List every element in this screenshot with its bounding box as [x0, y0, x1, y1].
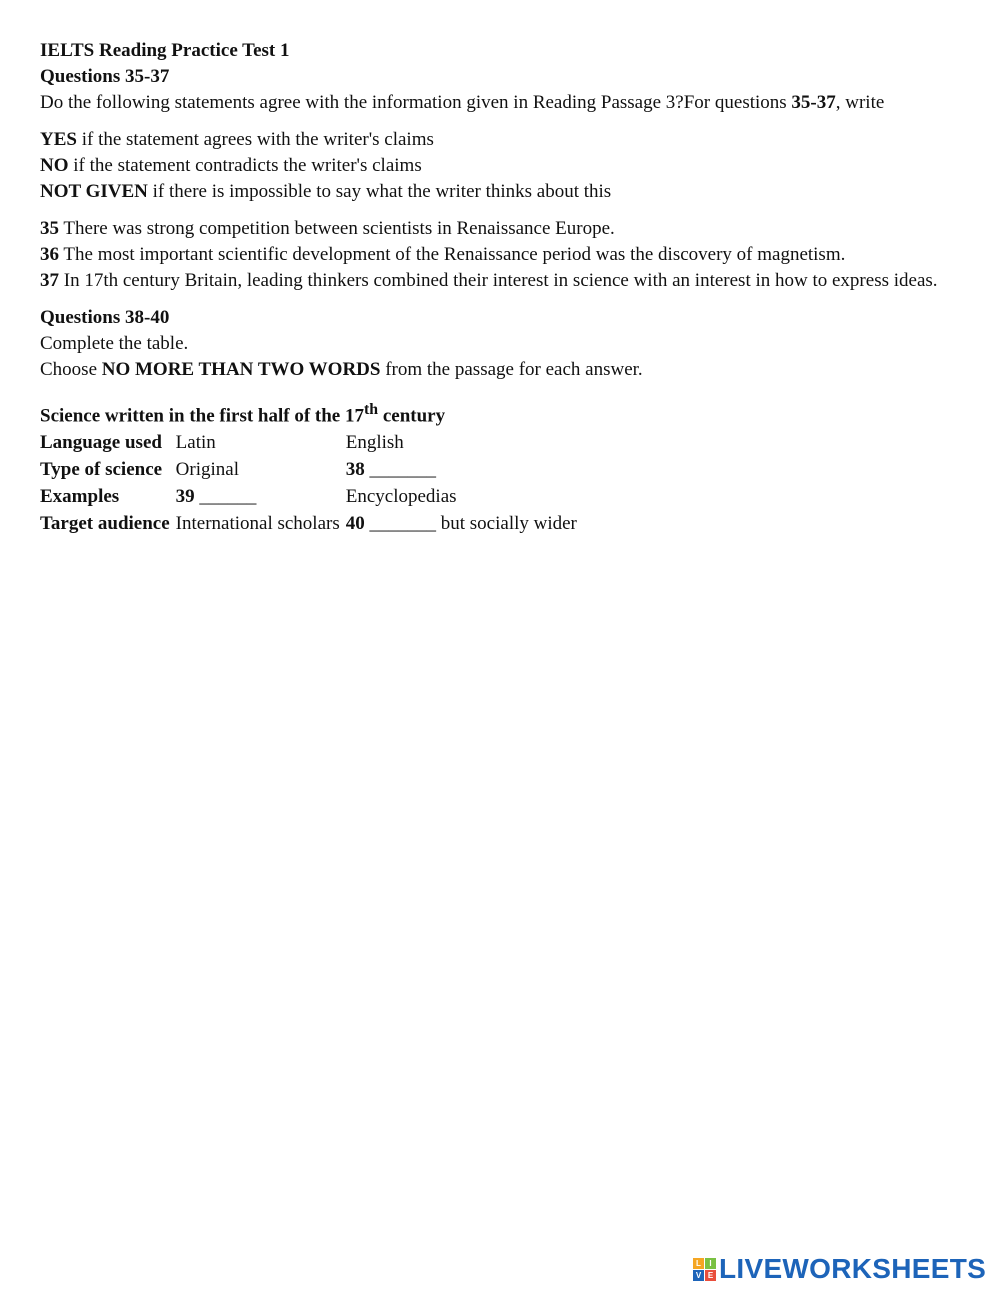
statements-list [40, 216, 960, 294]
statement-37 [40, 268, 960, 294]
table-cell [174, 483, 344, 510]
table-caption-row [38, 397, 581, 429]
liveworksheets-logo-icon [693, 1258, 716, 1281]
instructions-range: 35-37 [791, 92, 836, 113]
option-key: NO [40, 155, 69, 176]
option-no [40, 153, 960, 179]
table-row [38, 483, 581, 510]
row-header: Target audience [40, 512, 170, 534]
option-text: if the statement contradicts the writer's claims [68, 155, 422, 176]
worksheet-page [40, 38, 960, 537]
statement-35 [40, 216, 960, 242]
logo-letter: E [705, 1270, 716, 1281]
table-cell [344, 510, 581, 537]
instruction-text-end: from the passage for each answer. [380, 359, 643, 380]
statement-text: There was strong competition between scientists in Renaissance Europe. [59, 218, 615, 239]
table-cell: Original [175, 458, 239, 480]
logo-letter: I [705, 1258, 716, 1269]
liveworksheets-logo [693, 1253, 987, 1284]
table-row [38, 456, 581, 483]
statement-36 [40, 242, 960, 268]
caption-superscript: th [364, 401, 379, 418]
row-header: Type of science [40, 458, 163, 480]
instructions-text-end: , write [835, 92, 885, 113]
instruction-word-limit [40, 357, 960, 383]
answer-blank-39[interactable]: ______ [199, 485, 257, 507]
statement-number: 35 [40, 218, 59, 239]
statement-text: In 17th century Britain, leading thinkers combined their interest in science with an interest in how to express ideas. [59, 270, 938, 291]
question-number: 38 [345, 458, 365, 480]
table-row [38, 510, 581, 537]
option-key: NOT GIVEN [40, 181, 148, 202]
cell-text: but socially wider [436, 512, 577, 534]
table-caption [38, 397, 581, 429]
option-text: if there is impossible to say what the writer thinks about this [147, 181, 612, 202]
table-row [38, 429, 581, 456]
questions-38-40-heading: Questions 38-40 [40, 307, 170, 328]
question-number: 40 [345, 512, 365, 534]
questions-38-40-section [40, 305, 960, 383]
logo-letter: V [693, 1270, 704, 1281]
question-number: 39 [175, 485, 195, 507]
caption-text-end: century [378, 405, 446, 427]
row-header: Examples [40, 485, 120, 507]
answer-options [40, 127, 960, 205]
answer-blank-40[interactable]: _______ [369, 512, 436, 534]
instruction-complete-table: Complete the table. [40, 333, 189, 354]
table-cell [344, 456, 581, 483]
completion-table [38, 397, 581, 537]
answer-blank-38[interactable]: _______ [369, 458, 436, 480]
word-limit: NO MORE THAN TWO WORDS [101, 359, 381, 380]
instructions-35-37 [40, 90, 960, 116]
logo-wordmark: LIVEWORKSHEETS [719, 1253, 987, 1284]
table-cell: English [345, 431, 404, 453]
statement-number: 37 [40, 270, 59, 291]
row-header: Language used [40, 431, 162, 453]
table-cell: International scholars [175, 512, 340, 534]
option-not-given [40, 179, 960, 205]
statement-number: 36 [40, 244, 59, 265]
page-title: IELTS Reading Practice Test 1 [40, 40, 290, 61]
table-cell: Latin [175, 431, 216, 453]
option-text: if the statement agrees with the writer's claims [76, 129, 434, 150]
instructions-text: Do the following statements agree with the information given in Reading Passage 3?For questions [40, 92, 792, 113]
option-yes [40, 127, 960, 153]
table-cell: Encyclopedias [345, 485, 457, 507]
instruction-text: Choose [40, 359, 102, 380]
questions-35-37-heading: Questions 35-37 [40, 66, 170, 87]
caption-text: Science written in the first half of the 17 [40, 405, 364, 427]
statement-text: The most important scientific development of the Renaissance period was the discovery of magnetism. [59, 244, 846, 265]
logo-letter: L [693, 1258, 704, 1269]
option-key: YES [40, 129, 77, 150]
